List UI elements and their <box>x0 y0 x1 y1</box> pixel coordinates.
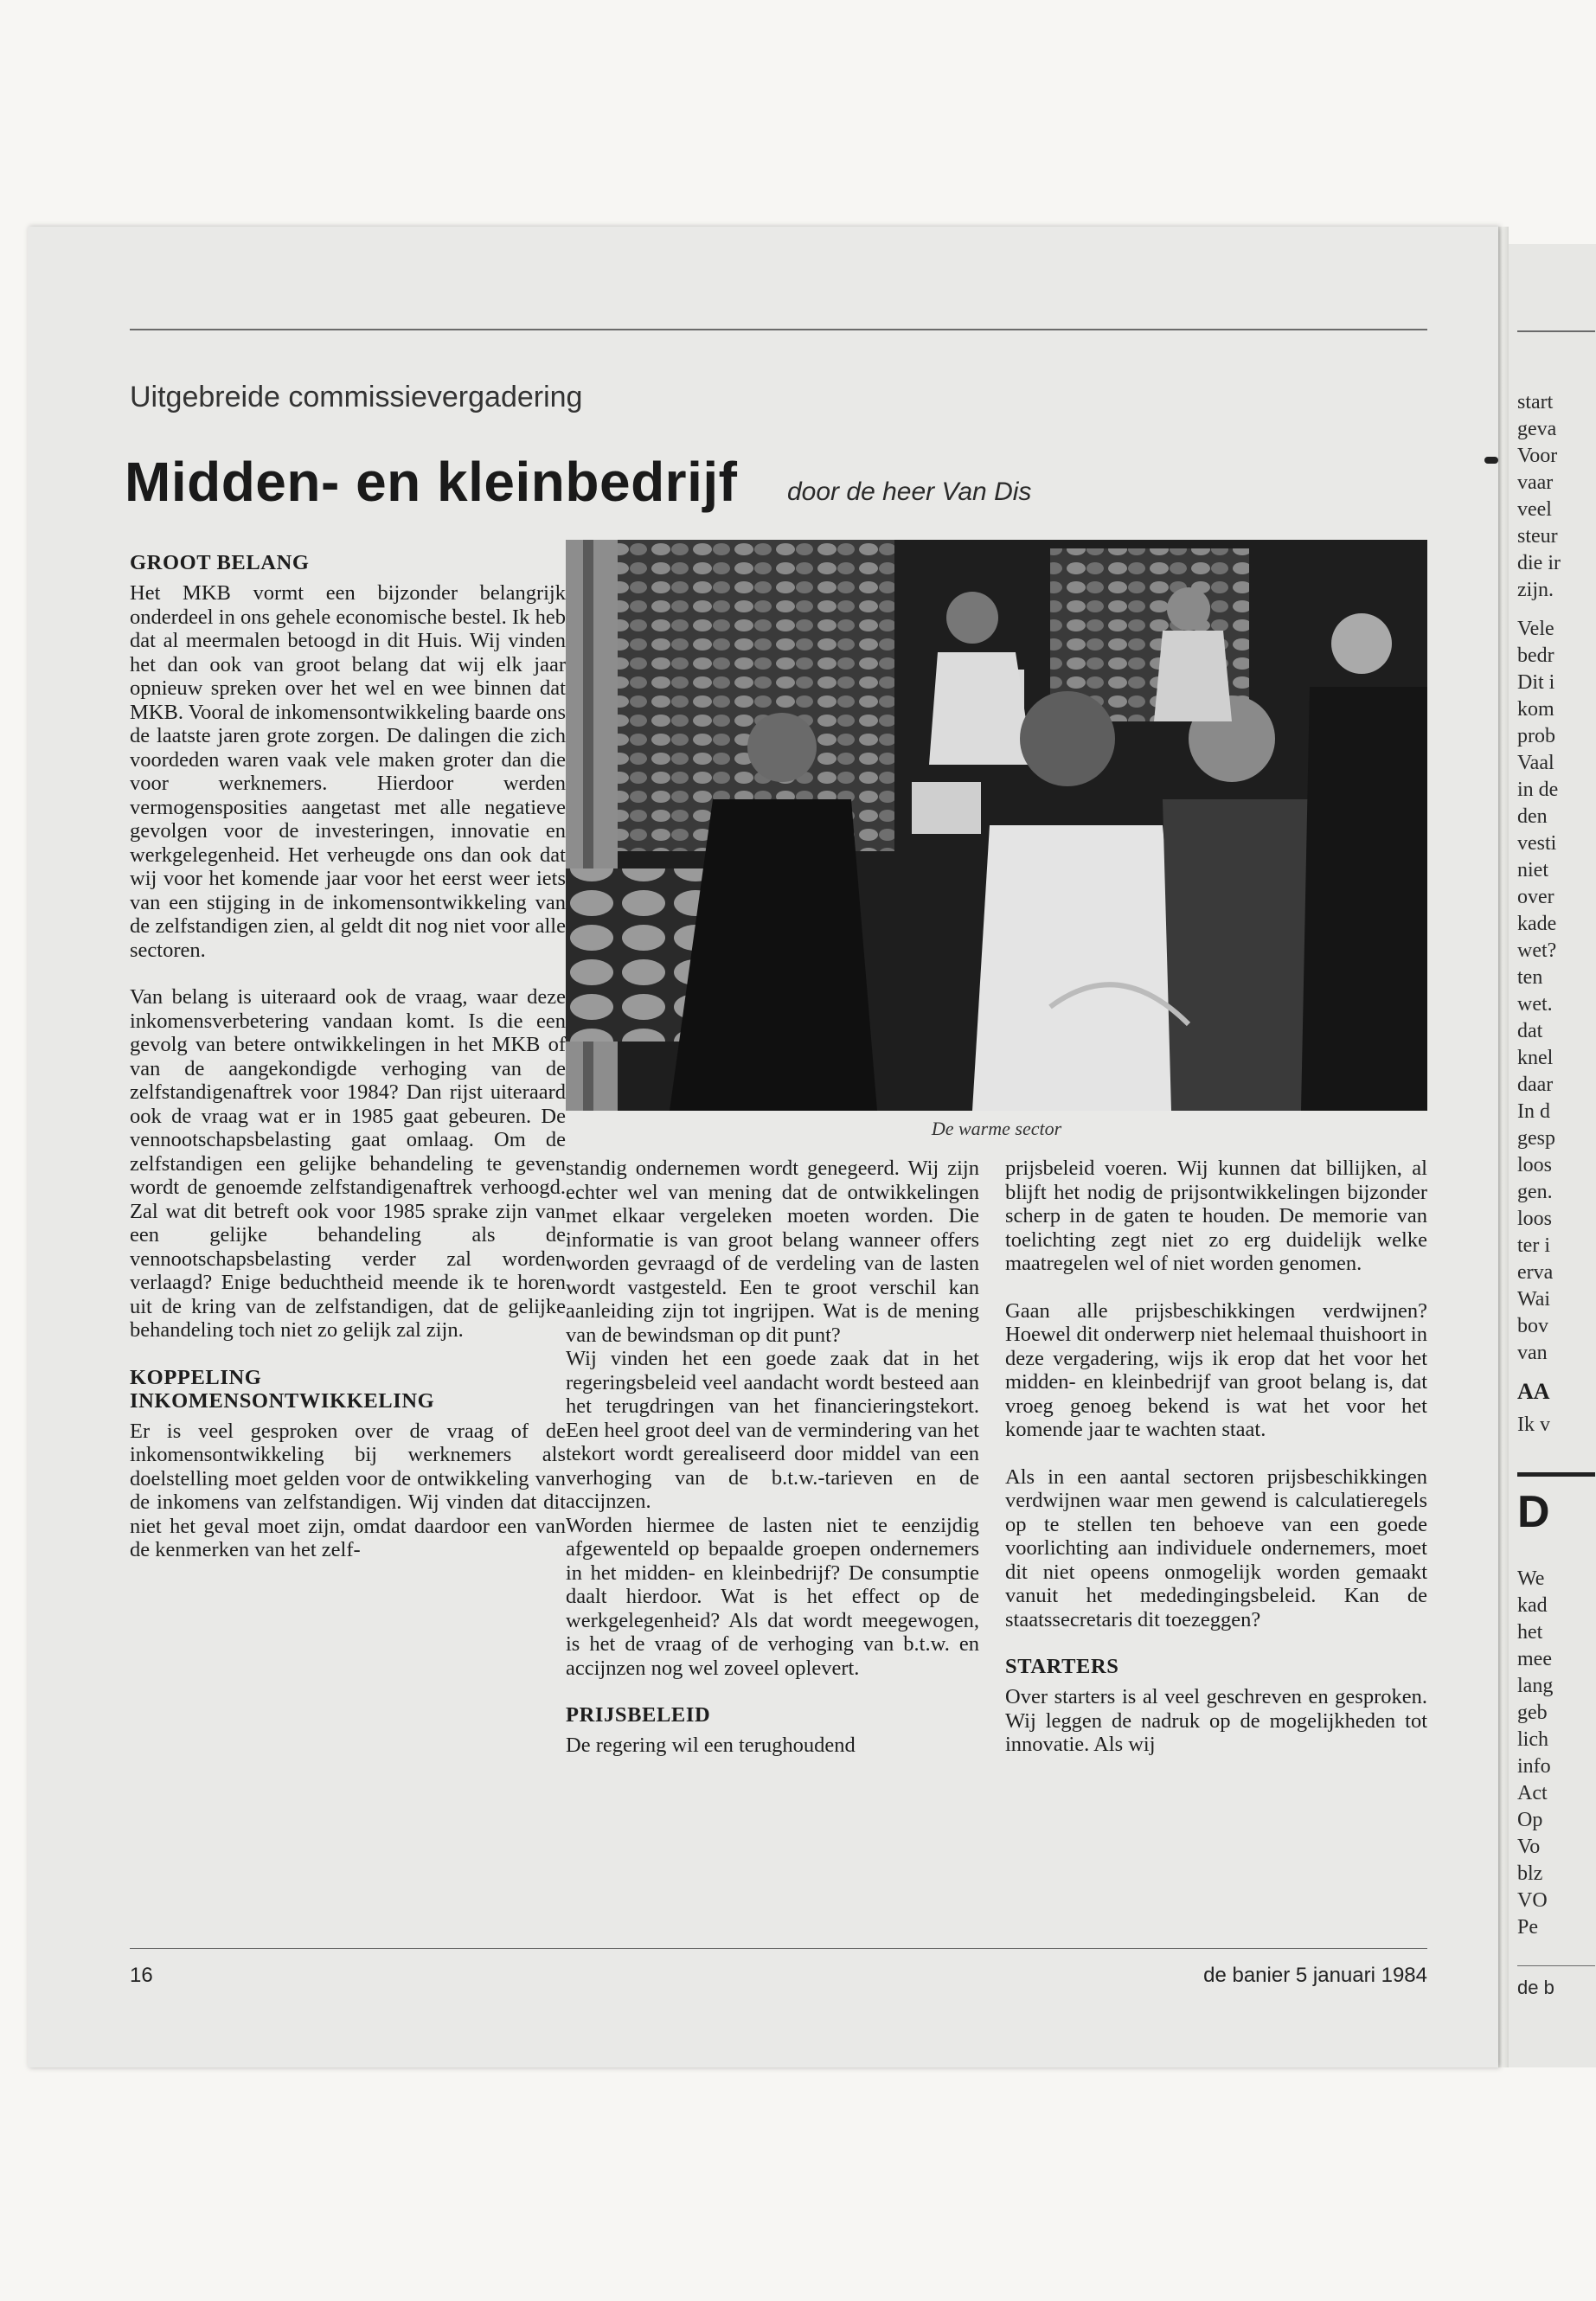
page-number: 16 <box>130 1964 153 1987</box>
next-page-line: over <box>1517 886 1554 908</box>
next-page-line: bedr <box>1517 644 1554 667</box>
heading-starters: STARTERS <box>1005 1655 1119 1678</box>
next-page-line: Ik v <box>1517 1413 1550 1436</box>
heading-groot-belang: GROOT BELANG <box>130 551 310 574</box>
next-page-line: VO <box>1517 1889 1548 1912</box>
article-title: Midden- en kleinbedrijf <box>125 451 738 513</box>
next-page-line: het <box>1517 1621 1543 1644</box>
next-page-line: die ir <box>1517 552 1561 574</box>
column-1 <box>130 551 566 1586</box>
next-page-line: geb <box>1517 1702 1548 1724</box>
next-page-line: kom <box>1517 698 1554 721</box>
next-page-line: niet <box>1517 859 1548 881</box>
next-page-column-text <box>1517 616 1558 1367</box>
next-page-line: wet. <box>1517 993 1553 1016</box>
next-page-line: Pe <box>1517 1916 1538 1939</box>
bottom-rule <box>130 1948 1427 1949</box>
next-page-footer-rule <box>1517 1965 1595 1966</box>
paragraph: standig ondernemen wordt genegeerd. Wij zijn echter wel van mening dat de ontwikkelingen met elkaar vergeleken moeten worden. Die informatie is van groot belang wanneer offers worden gevraagd of de verdeling van de lasten wordt vastgesteld. Een te groot verschil kan aanleiding zijn tot ingrijpen. Wat is de mening van de bewindsman op dit punt? <box>566 1157 979 1347</box>
next-page-line: lang <box>1517 1675 1554 1697</box>
next-page-line: bov <box>1517 1315 1548 1337</box>
next-page-line: blz <box>1517 1862 1543 1885</box>
magazine-page <box>28 227 1498 2067</box>
next-page-line: Dit i <box>1517 671 1555 694</box>
next-page-line: vaar <box>1517 471 1554 494</box>
next-page-line: loos <box>1517 1208 1553 1230</box>
next-page-line: start <box>1517 391 1554 413</box>
next-page-line: loos <box>1517 1154 1553 1176</box>
next-page-line: in de <box>1517 779 1559 801</box>
next-page-title: D <box>1517 1487 1550 1537</box>
next-page-line: Wai <box>1517 1288 1551 1311</box>
next-page-line: kade <box>1517 913 1557 935</box>
next-page-line: Op <box>1517 1809 1543 1831</box>
paragraph: Van belang is uiteraard ook de vraag, waar deze inkomensverbetering vandaan komt. Is die een gevolg van betere ontwikkelingen in het MKB of van de aangekondigde verhoging van de zelfstandigenaftrek voor 1984? Dan rijst uiteraard ook de vraag wat er in 1985 gaat gebeuren. De vennootschapsbelasting gaat omlaag. Om de zelfstandigen een gelijke behandeling te geven wordt de genoemde zelfstandigenaftrek verhoogd. Zal wat dit betreft ook voor 1985 sprake zijn van een gelijke behandeling als de vennootschapsbelasting verder zal worden verlaagd? Enige beduchtheid meende ik te horen uit de kring van de zelfstandigen, dat de gelijke behandeling toch niet zo gelijk zal zijn. <box>130 985 566 1342</box>
next-page-line: We <box>1517 1567 1545 1590</box>
next-page-footer: de b <box>1517 1977 1554 1998</box>
column-3 <box>1005 1157 1427 1780</box>
heading-koppeling: KOPPELING INKOMENSONTWIKKELING <box>130 1365 435 1413</box>
next-page-line: gesp <box>1517 1127 1555 1150</box>
column-2 <box>566 1157 979 1781</box>
next-page-line: Vo <box>1517 1836 1541 1858</box>
next-page-heavy-rule <box>1517 1472 1595 1477</box>
next-page-heading: AA <box>1517 1379 1550 1404</box>
next-page-line: Vele <box>1517 618 1554 640</box>
next-page-line: knel <box>1517 1047 1554 1069</box>
section-kicker: Uitgebreide commissievergadering <box>130 381 583 413</box>
next-page-line: steur <box>1517 525 1558 548</box>
page-corner-mark <box>1484 457 1498 464</box>
next-page-line: Act <box>1517 1782 1548 1804</box>
next-page-top-rule <box>1517 330 1595 332</box>
bakery-photo <box>566 540 1427 1111</box>
article-byline: door de heer Van Dis <box>787 478 1032 506</box>
next-page-line: prob <box>1517 725 1555 747</box>
next-page-line: In d <box>1517 1100 1550 1123</box>
next-page-line: info <box>1517 1755 1551 1778</box>
top-rule <box>130 329 1427 330</box>
next-page-line: geva <box>1517 418 1557 440</box>
paragraph: prijsbeleid voeren. Wij kunnen dat billijken, al blijft het nodig de prijsontwikkelingen bijzonder scherp in de gaten te houden. De memorie van toelichting zegt niet zo erg duidelijk welke maatregelen wel of niet worden genomen. <box>1005 1157 1427 1275</box>
next-page-line: daar <box>1517 1074 1554 1096</box>
next-page-line: kad <box>1517 1594 1548 1617</box>
next-page-line: wet? <box>1517 939 1557 962</box>
paragraph: Er is veel gesproken over de vraag of de inkomensontwikkeling bij werknemers als doelstelling moet gelden voor de ontwikkeling van de inkomens van zelfstandigen. Wij vinden dat dit niet het geval moet zijn, omdat daardoor een van de kenmerken van het zelf- <box>130 1419 566 1561</box>
next-page-line: van <box>1517 1342 1548 1364</box>
paragraph: Wij vinden het een goede zaak dat in het regeringsbeleid veel aandacht wordt besteed aan het terugdringen van het financieringstekort. Een heel groot deel van de vermindering van het tekort wordt gerealiseerd door middel van een verhoging van de b.t.w.-tarieven en de accijnzen. <box>566 1347 979 1513</box>
paragraph: De regering wil een terughoudend <box>566 1734 856 1757</box>
next-page <box>1505 244 1596 2067</box>
next-page-line: Vaal <box>1517 752 1554 774</box>
next-page-line: vesti <box>1517 832 1557 855</box>
next-page-line: lich <box>1517 1728 1548 1751</box>
next-page-line: erva <box>1517 1261 1554 1284</box>
paragraph: Gaan alle prijsbeschikkingen verdwijnen? Hoewel dit onderwerp niet helemaal thuishoort in deze vergadering, wijs ik erop dat het voor het midden- en kleinbedrijf van groot belang is, dat vroeg genoeg bekend is wat het voor het komende jaar te wachten staat. <box>1005 1298 1427 1441</box>
next-page-column-text <box>1517 1566 1553 1941</box>
publication-info: de banier 5 januari 1984 <box>1203 1964 1427 1987</box>
next-page-line: ter i <box>1517 1234 1550 1257</box>
next-page-line: zijn. <box>1517 579 1554 601</box>
next-page-line: dat <box>1517 1020 1543 1042</box>
bakery-scene-image <box>566 540 1427 1111</box>
next-page-column-text <box>1517 389 1561 604</box>
next-page-line: ten <box>1517 966 1543 989</box>
paragraph: Als in een aantal sectoren prijsbeschikkingen verdwijnen waar men gewend is calculatieregels op te stellen ten behoeve van een goede voorlichting aan individuele ondernemers, moet dit niet opeens onmogelijk worden gemaakt vanuit het mededingingsbeleid. Kan de staatssecretaris dit toezeggen? <box>1005 1465 1427 1631</box>
next-page-line: veel <box>1517 498 1552 521</box>
next-page-line: gen. <box>1517 1181 1553 1203</box>
heading-prijsbeleid: PRIJSBELEID <box>566 1703 711 1727</box>
paragraph: Het MKB vormt een bijzonder belangrijk onderdeel in ons gehele economische bestel. Ik heb dat al meermalen betoogd in dit Huis. Wij vinden het dan ook van groot belang dat wij elk jaar opnieuw spreken over het wel en wee binnen dat MKB. Vooral de inkomensontwikkeling baarde ons de laatste jaren grote zorgen. De dalingen die zich voordeden waren vaak vele maken groter dan die voor werknemers. Hierdoor werden vermogensposities aangetast met alle negatieve gevolgen voor de investeringen, innovatie en werkgelegenheid. Het verheugde ons dan ook dat wij voor het komende jaar voor het eerst weer iets van een stijging in de inkomensontwikkeling van de zelfstandigen zien, al geldt dit nog niet voor alle sectoren. <box>130 581 567 962</box>
photo-caption: De warme sector <box>931 1118 1062 1139</box>
next-page-line: Voor <box>1517 445 1558 467</box>
next-page-line: den <box>1517 805 1548 828</box>
paragraph: Over starters is al veel geschreven en gesproken. Wij leggen de nadruk op de mogelijkheden tot innovatie. Als wij <box>1005 1685 1427 1756</box>
paragraph: Worden hiermee de lasten niet te eenzijdig afgewenteld op bepaalde groepen ondernemers in het midden- en kleinbedrijf? De consumptie daalt hierdoor. Wat is het effect op de werkgelegenheid? Als dat wordt meegewogen, is het de vraag of de verhoging van b.t.w. en accijnzen nog wel zoveel oplevert. <box>566 1513 979 1680</box>
next-page-line: mee <box>1517 1648 1552 1670</box>
